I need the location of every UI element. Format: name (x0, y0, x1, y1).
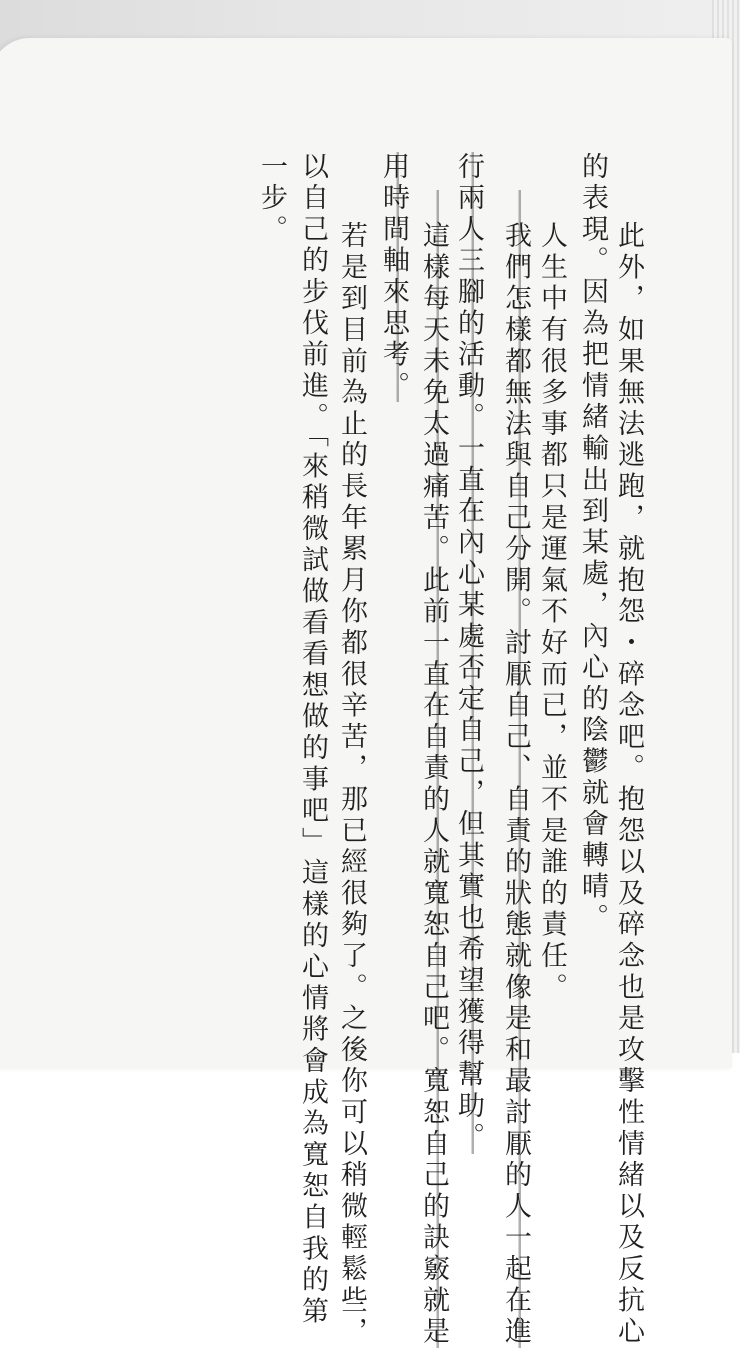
text-column-4: 我們怎樣都無法與自己分開。討厭自己、自責的狀態就像是和最討厭的人一起在進 (497, 190, 533, 1348)
text-column-6: 這樣每天未免太過痛苦。此前一直在自責的人就寬恕自己吧。寬恕自己的訣竅就是 (415, 190, 451, 1348)
text-column-2: 的表現。因為把情緒輸出到某處，內心的陰鬱就會轉晴。 (577, 152, 608, 935)
text-column-5: 行兩人三腳的活動。一直在內心某處否定自己，但其實也希望獲得幫助。 (450, 152, 486, 1154)
text-column-1: 此外，如果無法逃跑，就抱怨・碎念吧。抱怨以及碎念也是攻擊性情緒以及反抗心 (613, 190, 644, 1348)
text-column-9: 以自己的步伐前進。「來稍微試做看看想做的事吧」這樣的心情將會成為寬恕自我的第 (297, 152, 328, 1328)
text-column-7: 用時間軸來思考。 (375, 152, 411, 402)
text-column-8: 若是到目前為止的長年累月你都很辛苦，那已經很夠了。之後你可以稍微輕鬆些， (336, 190, 367, 1348)
text-column-10: 一步。 (256, 152, 287, 246)
text-column-3: 人生中有很多事都只是運氣不好而已，並不是誰的責任。 (536, 190, 567, 1004)
